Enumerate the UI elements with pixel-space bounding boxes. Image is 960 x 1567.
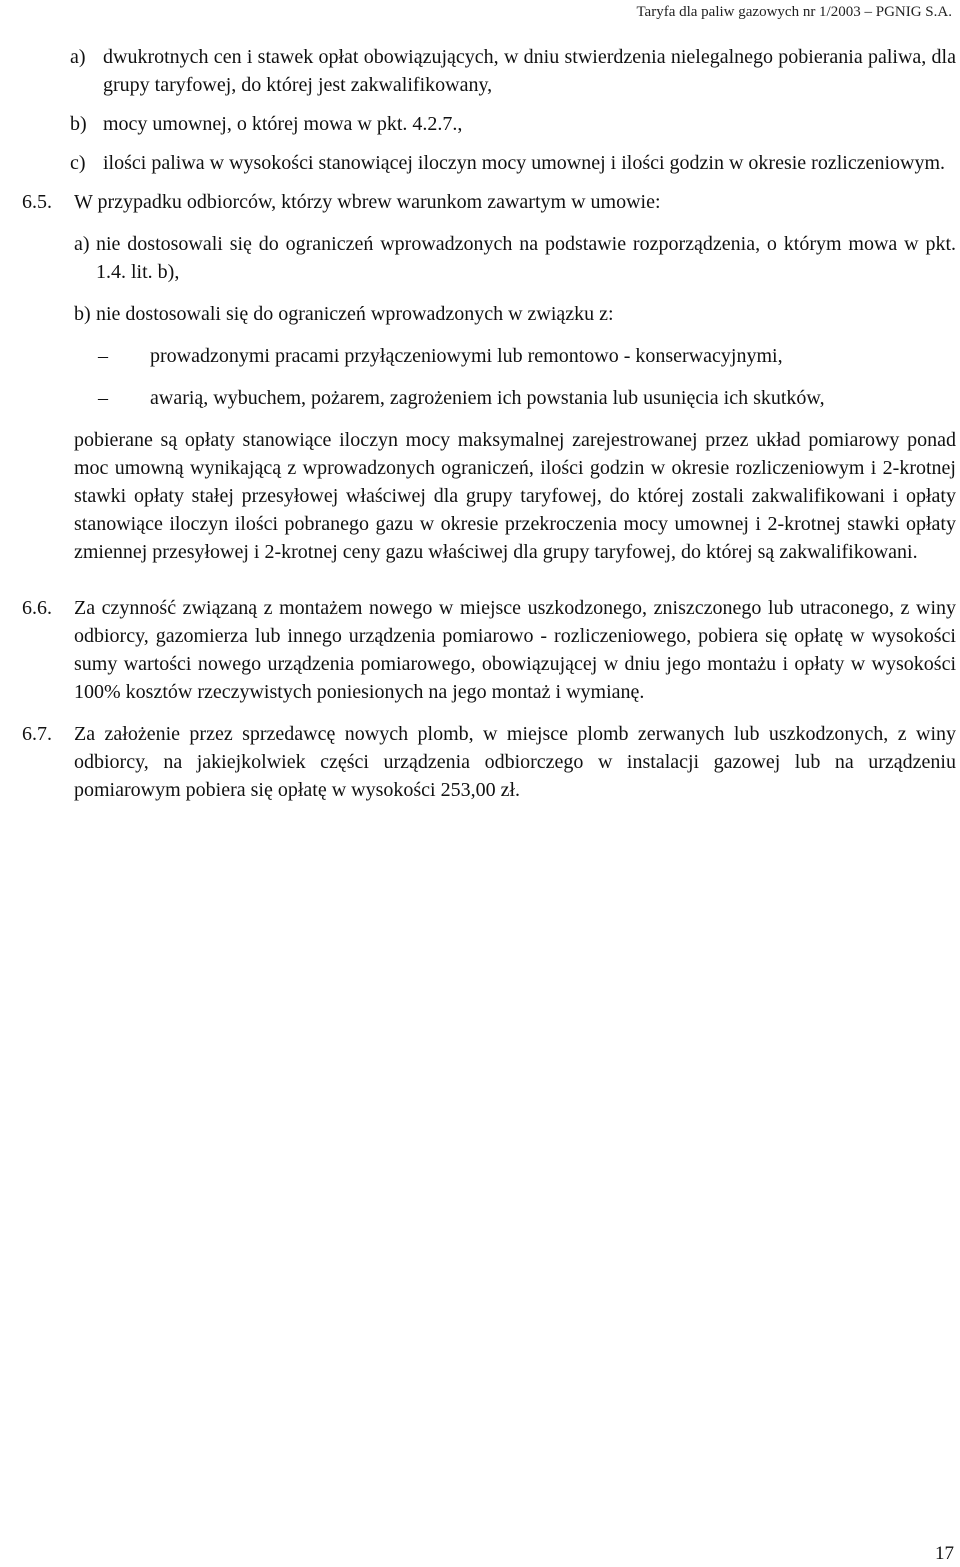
list-item-text: mocy umownej, o której mowa w pkt. 4.2.7., xyxy=(103,113,463,135)
list-item xyxy=(70,149,960,177)
section-closing-paragraph: pobierane są opłaty stanowiące iloczyn mocy maksymalnej zarejestrowanej przez układ pomiarowy ponad moc umowną wynikającą z wprowadzonych ograniczeń, ilości godzin w okresie rozliczeniowym i 2-krotnej stawki opłaty stałej przesyłowej właściwej dla grupy taryfowej, do której zostali zakwalifikowani i opłaty stanowiące iloczyn ilości pobranego gazu w okresie przekroczenia mocy umownej i 2-krotnej stawki opłaty zmiennej przesyłowej i 2-krotnej ceny gazu właściwej dla grupy taryfowej, do której są zakwalifikowani. xyxy=(74,429,956,563)
list-item-label: b) xyxy=(70,113,87,135)
dash-list-item-text: prowadzonymi pracami przyłączeniowymi lub remontowo - konserwacyjnymi, xyxy=(150,345,783,367)
section-number: 6.6. xyxy=(22,597,52,619)
list-item xyxy=(70,110,960,138)
list-item-label: a) xyxy=(74,233,90,255)
section-number: 6.7. xyxy=(22,723,52,745)
charges-list xyxy=(22,43,960,177)
list-item-label: b) xyxy=(74,303,91,325)
list-item xyxy=(70,43,960,99)
list-item-text: nie dostosowali się do ograniczeń wprowadzonych na podstawie rozporządzenia, o którym mowa w pkt. 1.4. lit. b), xyxy=(96,233,956,283)
section-body xyxy=(74,188,960,580)
section-text: Za założenie przez sprzedawcę nowych plomb, w miejsce plomb zerwanych lub uszkodzonych, z winy odbiorcy, na jakiejkolwiek części urządzenia odbiorczego w instalacji gazowej lub na urządzeniu pomiarowym pobiera się opłatę w wysokości 253,00 zł. xyxy=(74,723,956,801)
dash-bullet: – xyxy=(98,345,108,367)
section-6-7 xyxy=(22,720,960,804)
dash-bullet: – xyxy=(98,387,108,409)
list-item-label: c) xyxy=(70,152,86,174)
running-header: Taryfa dla paliw gazowych nr 1/2003 – PGNIG S.A. xyxy=(636,4,952,20)
section-number: 6.5. xyxy=(22,191,52,213)
section-6-5 xyxy=(22,188,960,580)
dash-list-item xyxy=(98,384,956,412)
document-body xyxy=(22,43,960,818)
list-item-label: a) xyxy=(70,46,86,68)
list-item xyxy=(74,230,956,286)
section-text: Za czynność związaną z montażem nowego w miejsce uszkodzonego, zniszczonego lub utraconego, z winy odbiorcy, gazomierza lub innego urządzenia pomiarowo - rozliczeniowego, pobiera się opłatę w wysokości sumy wartości nowego urządzenia pomiarowego, obowiązującej w dniu jego montażu i opłaty w wysokości 100% kosztów rzeczywistych poniesionych na jego montaż i wymianę. xyxy=(74,597,956,703)
list-item xyxy=(74,300,956,328)
list-item-text: ilości paliwa w wysokości stanowiącej iloczyn mocy umownej i ilości godzin w okresie rozliczeniowym. xyxy=(103,152,946,174)
list-item-text: dwukrotnych cen i stawek opłat obowiązujących, w dniu stwierdzenia nielegalnego pobierania paliwa, dla grupy taryfowej, do której jest zakwalifikowany, xyxy=(103,46,956,96)
dash-list-item-text: awarią, wybuchem, pożarem, zagrożeniem ich powstania lub usunięcia ich skutków, xyxy=(150,387,825,409)
list-item-text: nie dostosowali się do ograniczeń wprowadzonych w związku z: xyxy=(96,303,614,325)
section-6-6 xyxy=(22,594,960,706)
section-lead: W przypadku odbiorców, którzy wbrew warunkom zawartym w umowie: xyxy=(74,191,661,213)
page-number: 17 xyxy=(935,1543,954,1564)
dash-list-item xyxy=(98,342,956,370)
